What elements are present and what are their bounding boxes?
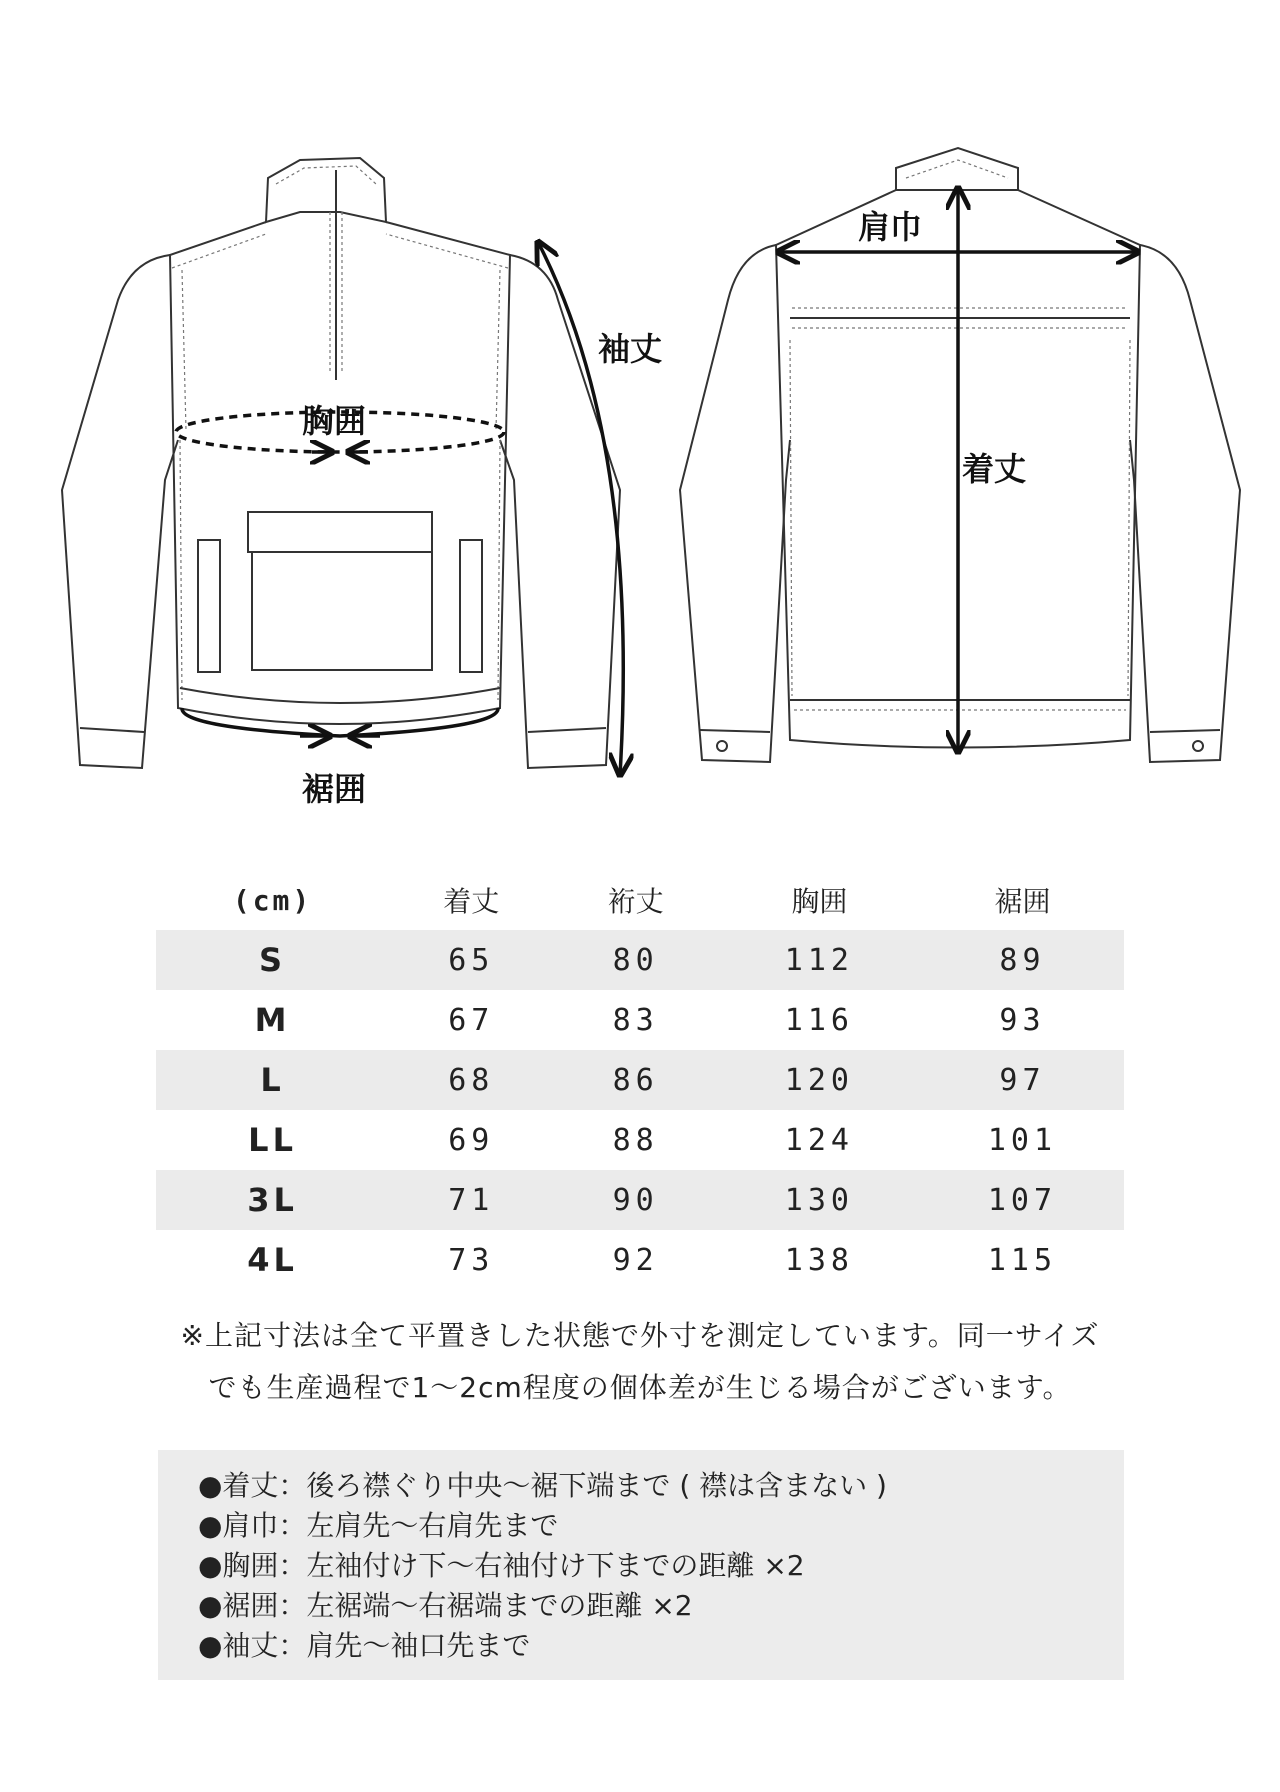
value-cell: 69 (448, 1122, 495, 1158)
table-row (156, 1230, 1124, 1290)
value-cell: 90 (554, 1170, 718, 1230)
value-cell: 92 (612, 1242, 659, 1278)
value-cell: 65 (389, 930, 553, 990)
measurement-note-line-2: でも生産過程で1〜2cm程度の個体差が生じる場合がございます。 (208, 1371, 1072, 1404)
definition-chest: ●胸囲：左袖付け下〜右袖付け下までの距離 ×2 (198, 1549, 805, 1582)
size-cell: 4L (247, 1241, 298, 1279)
value-cell: 67 (448, 1002, 495, 1038)
garment-diagram (0, 0, 1280, 820)
size-cell: L (156, 1050, 389, 1110)
header-yuki: 裄丈 (607, 885, 664, 918)
value-cell: 73 (448, 1242, 495, 1278)
table-row (156, 930, 1124, 990)
value-cell: 101 (987, 1122, 1058, 1158)
header-chest: 胸囲 (791, 885, 848, 918)
label-shoulder: 肩巾 (858, 208, 923, 246)
front-jacket (62, 158, 620, 768)
header-length: 着丈 (443, 885, 500, 918)
definition-sleeve: ●袖丈：肩先〜袖口先まで (198, 1629, 531, 1662)
value-cell: 112 (718, 930, 921, 990)
value-cell: 107 (921, 1170, 1124, 1230)
value-cell: 97 (921, 1050, 1124, 1110)
table-row (156, 1170, 1124, 1230)
label-length: 着丈 (962, 450, 1027, 488)
value-cell: 138 (784, 1242, 854, 1278)
measurement-note-line-1: ※上記寸法は全て平置きした状態で外寸を測定しています。同一サイズ (180, 1319, 1100, 1352)
header-hem: 裾囲 (994, 885, 1051, 918)
size-cell: M (254, 1001, 291, 1039)
value-cell: 88 (612, 1122, 659, 1158)
value-cell: 124 (784, 1122, 854, 1158)
size-cell: LL (248, 1121, 297, 1159)
value-cell: 83 (612, 1002, 659, 1038)
definitions-box (158, 1450, 1124, 1680)
table-header-row (156, 870, 1124, 930)
label-hem: 裾囲 (302, 770, 367, 808)
value-cell: 120 (718, 1050, 921, 1110)
table-row (156, 990, 1124, 1050)
label-sleeve: 袖丈 (598, 330, 663, 368)
definition-hem: ●裾囲：左裾端〜右裾端までの距離 ×2 (198, 1589, 693, 1622)
back-jacket (680, 148, 1240, 762)
value-cell: 80 (554, 930, 718, 990)
size-cell: 3L (156, 1170, 389, 1230)
value-cell: 71 (389, 1170, 553, 1230)
value-cell: 93 (999, 1002, 1046, 1038)
size-cell: S (156, 930, 389, 990)
value-cell: 86 (554, 1050, 718, 1110)
header-unit: (cm) (232, 883, 313, 917)
size-table (156, 870, 1124, 1290)
definition-length: ●着丈：後ろ襟ぐり中央〜裾下端まで ( 襟は含まない ) (198, 1469, 887, 1502)
value-cell: 130 (718, 1170, 921, 1230)
value-cell: 89 (921, 930, 1124, 990)
label-chest: 胸囲 (302, 402, 367, 440)
table-row (156, 1110, 1124, 1170)
value-cell: 68 (389, 1050, 553, 1110)
definition-shoulder: ●肩巾：左肩先〜右肩先まで (198, 1509, 559, 1542)
value-cell: 115 (987, 1242, 1058, 1278)
value-cell: 116 (784, 1002, 854, 1038)
table-row (156, 1050, 1124, 1110)
